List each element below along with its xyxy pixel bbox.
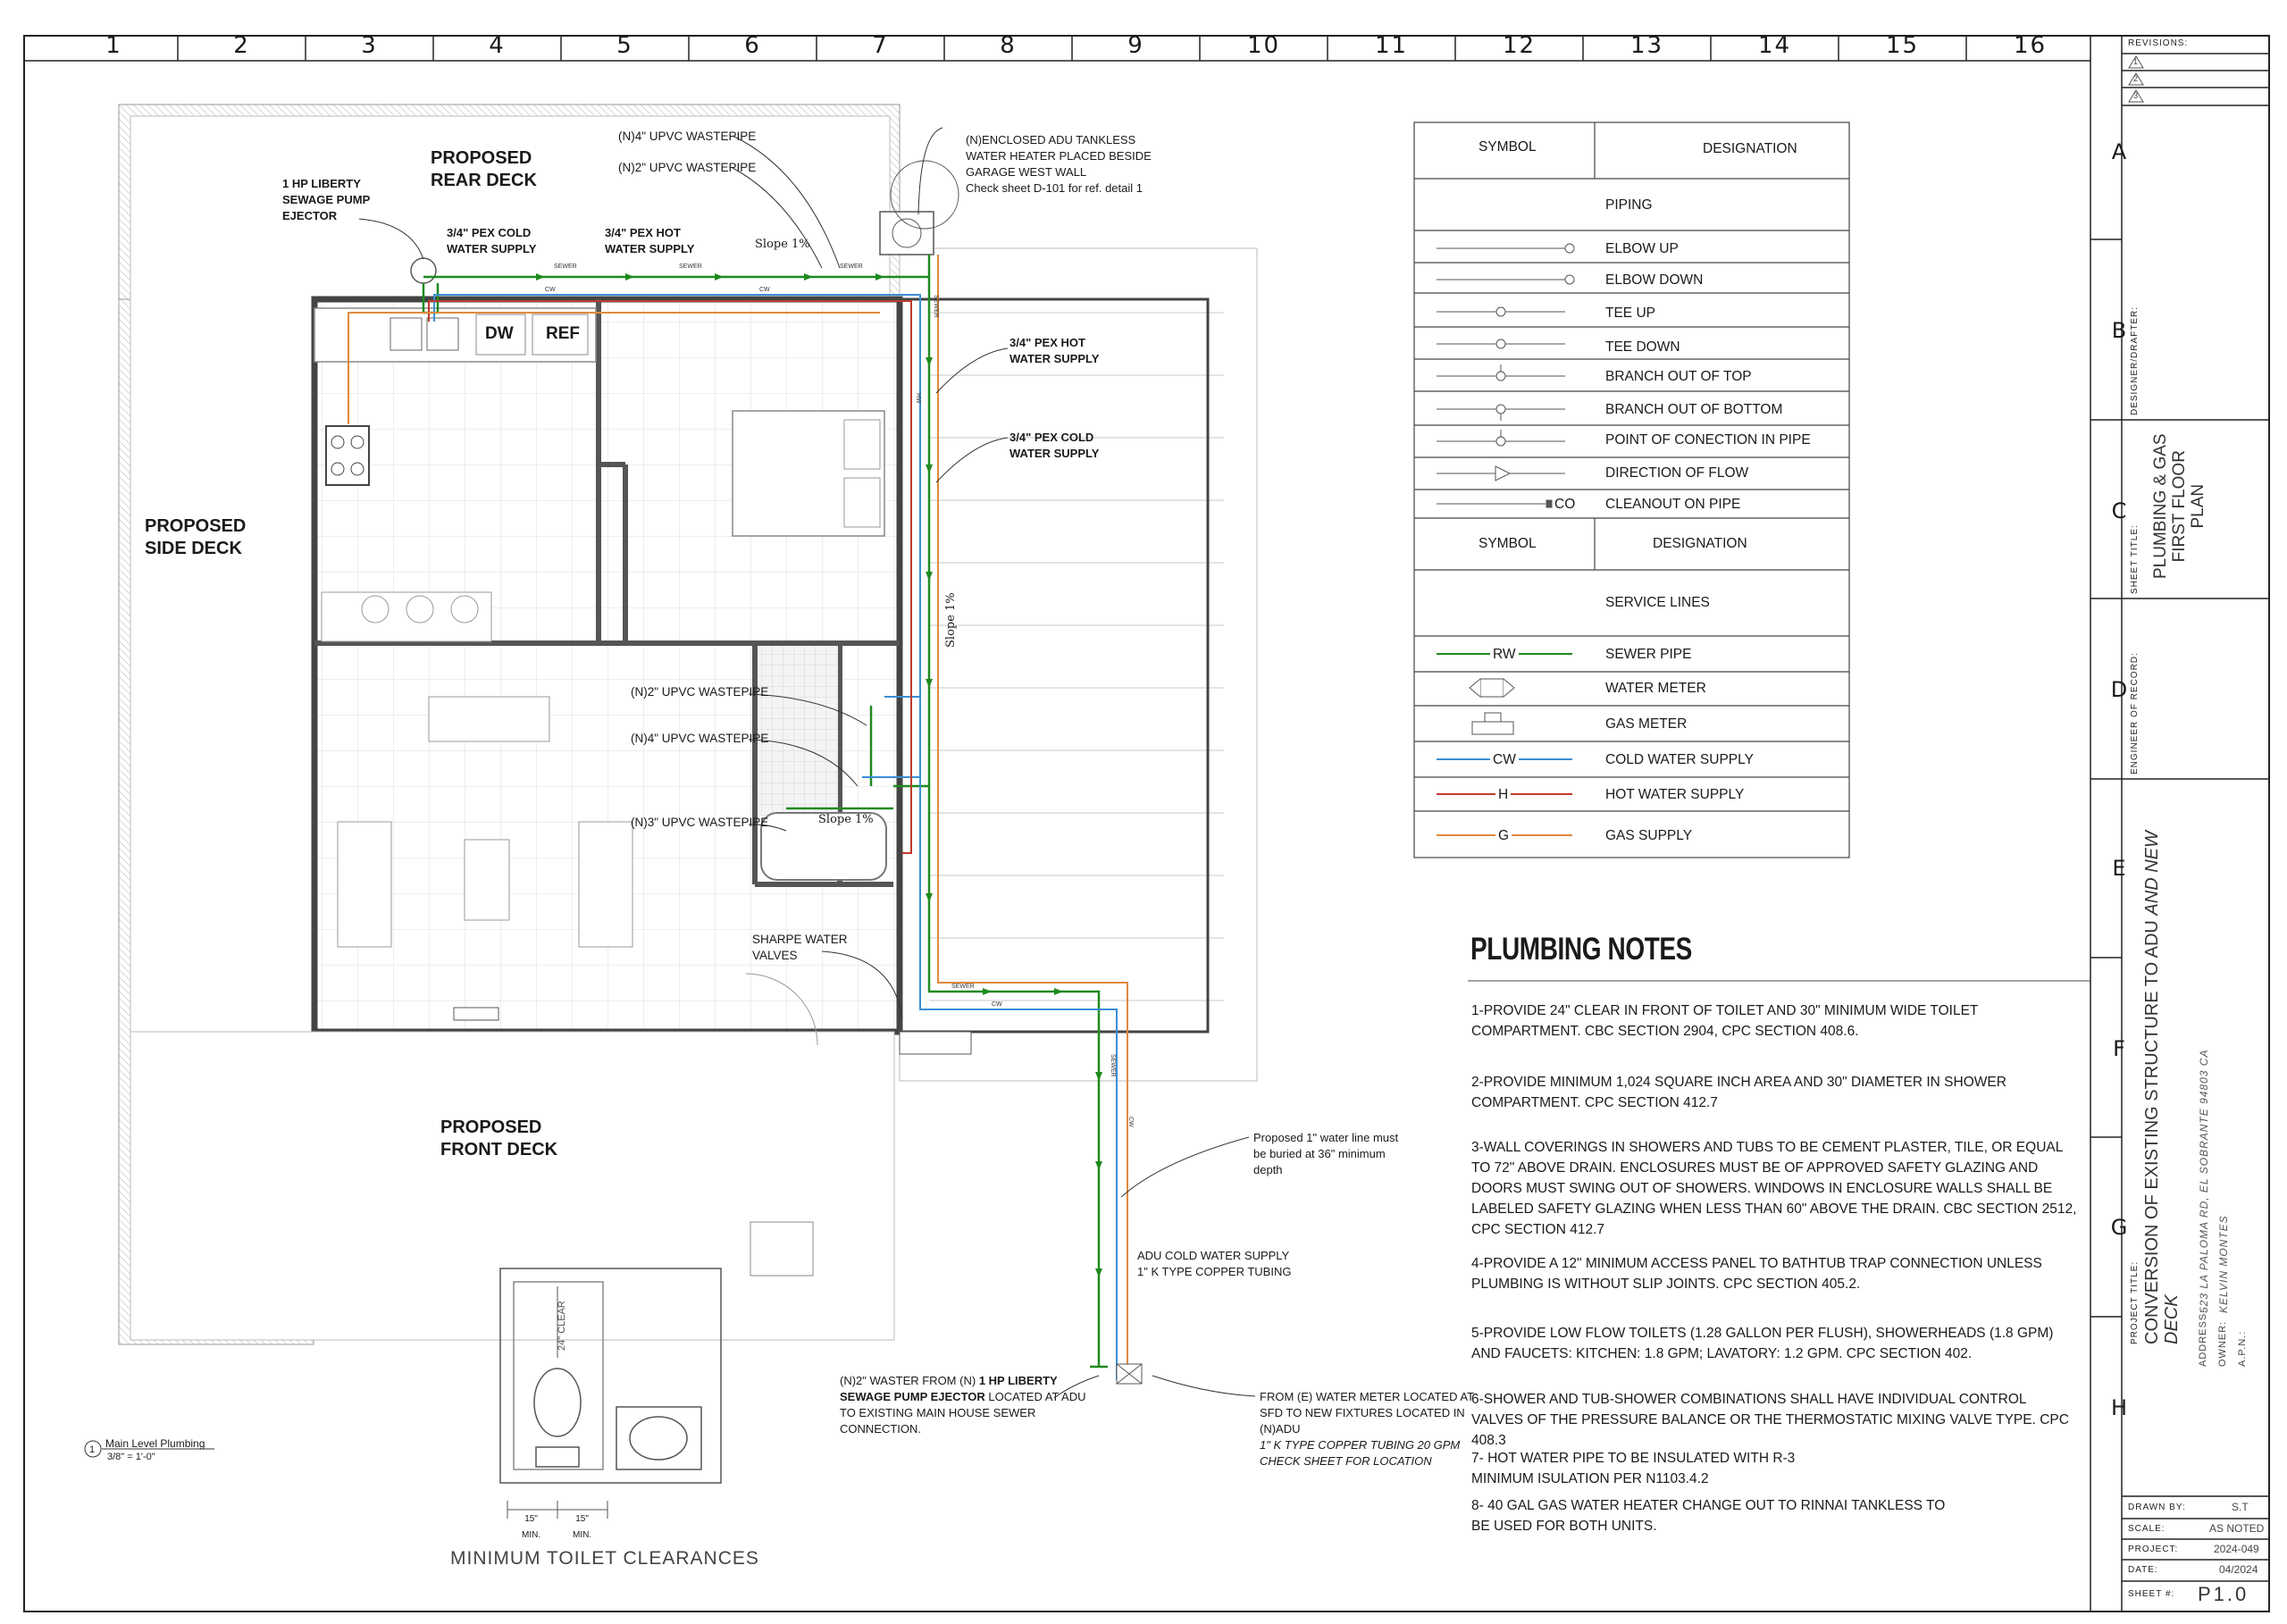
- water-line-depth-label: Proposed 1" water line must be buried at 36" minimum depth: [1253, 1131, 1399, 1176]
- pipe-tag: SEWER: [840, 264, 863, 270]
- fireplace-vent: [454, 1008, 498, 1020]
- side-deck-label: PROPOSED SIDE DECK: [145, 516, 247, 558]
- row-h: H: [2110, 1395, 2128, 1420]
- sink-left: [390, 318, 422, 350]
- revisions-label: REVISIONS:: [2128, 38, 2189, 48]
- address-value: 523 LA PALOMA RD, EL SOBRANTE 94803 CA: [2198, 1049, 2210, 1313]
- ref-label: REF: [546, 324, 580, 343]
- sofa-left: [338, 822, 391, 947]
- col-16: 16: [2013, 32, 2048, 59]
- legend-label-tee-up: TEE UP: [1605, 306, 1655, 321]
- view-title: Main Level Plumbing: [105, 1437, 205, 1450]
- coffee-table: [465, 840, 509, 920]
- drawn-by-value: S.T: [2232, 1501, 2249, 1513]
- scale-value: AS NOTED: [2209, 1522, 2265, 1535]
- legend-symbol-g: G: [1495, 828, 1512, 844]
- gas-meter-icon: [1472, 713, 1513, 734]
- pipe-tag: SEWER: [1110, 1054, 1116, 1077]
- row-b: B: [2111, 318, 2127, 343]
- view-scale: 3/8" = 1'-0": [107, 1452, 155, 1462]
- legend-label-tee-down: TEE DOWN: [1605, 339, 1680, 355]
- legend-section-piping: PIPING: [1605, 197, 1653, 213]
- pipe-tag: SEWER: [679, 264, 702, 270]
- drawn-by-label: DRAWN BY:: [2128, 1503, 2186, 1512]
- col-15: 15: [1885, 32, 1920, 59]
- branch-bottom-icon: [1496, 405, 1505, 414]
- dw-label: DW: [485, 324, 514, 343]
- row-a: A: [2111, 139, 2127, 164]
- col-2: 2: [233, 32, 250, 59]
- legend-symbol-co: CO: [1554, 497, 1576, 512]
- sheet-number-label: SHEET #:: [2128, 1589, 2175, 1599]
- project-title-italic: AND NEW: [2142, 831, 2162, 916]
- hot-supply-top-label: 3/4" PEX HOT WATER SUPPLY: [605, 226, 695, 255]
- legend-label-gas: GAS SUPPLY: [1605, 828, 1693, 843]
- sofa-right: [579, 822, 632, 947]
- wastepipe-4-top-label: (N)4" UPVC WASTEPIPE: [618, 130, 757, 143]
- pipe-tag: SEWER: [554, 264, 577, 270]
- col-6: 6: [744, 32, 761, 59]
- note-8: 8- 40 GAL GAS WATER HEATER CHANGE OUT TO RINNAI TANKLESS TO BE USED FOR BOTH UNITS.: [1471, 1498, 1946, 1534]
- water-heater-label: (N)ENCLOSED ADU TANKLESS WATER HEATER PLACED BESIDE GARAGE WEST WALL Check sheet D-101 for ref. detail 1: [966, 133, 1152, 195]
- clearance-15b-label: 15" MIN.: [573, 1514, 592, 1540]
- legend-symbol-cw: CW: [1490, 752, 1519, 768]
- pipe-tag: CW: [992, 1001, 1002, 1008]
- front-deck-label: PROPOSED FRONT DECK: [440, 1118, 558, 1159]
- row-g: G: [2110, 1215, 2128, 1240]
- view-number: 1: [89, 1444, 96, 1455]
- wastepipe-2-top-label: (N)2" UPVC WASTEPIPE: [618, 161, 757, 174]
- meter-note: FROM (E) WATER METER LOCATED AT SFD TO NEW FIXTURES LOCATED IN (N)ADU: [1260, 1390, 1475, 1436]
- note-5: 5-PROVIDE LOW FLOW TOILETS (1.28 GALLON PER FLUSH), SHOWERHEADS (1.8 GPM) AND FAUCETS: KITCHEN: 1.8 GPM; LAVATORY: 1.2 GPM. CPC SECTION 402.: [1471, 1326, 2054, 1361]
- clearance-15a-label: 15" MIN.: [522, 1514, 541, 1540]
- sewage-pump-label: 1 HP LIBERTY SEWAGE PUMP EJECTOR: [282, 177, 371, 222]
- pipe-tag: HW: [915, 393, 921, 404]
- note-7: 7- HOT WATER PIPE TO BE INSULATED WITH R-3 MINIMUM ISULATION PER N1103.4.2: [1471, 1451, 1796, 1486]
- meter-note-italic: 1" K TYPE COPPER TUBING 20 GPM CHECK SHEET FOR LOCATION: [1260, 1438, 1461, 1468]
- legend-label-elbow-down: ELBOW DOWN: [1605, 272, 1704, 288]
- range: [326, 426, 369, 485]
- toilet-icon: [534, 1369, 581, 1436]
- cold-supply-right-label: 3/4" PEX COLD WATER SUPPLY: [1009, 431, 1100, 460]
- slope-top-label: Slope 1%: [755, 238, 810, 251]
- slope-vertical-label: Slope 1%: [944, 592, 958, 648]
- toilet-clearance-title: MINIMUM TOILET CLEARANCES: [450, 1548, 759, 1569]
- row-grid: [2090, 36, 2122, 1611]
- pipe-tag: SEWER: [951, 984, 975, 990]
- owner-label: OWNER:: [2217, 1320, 2228, 1367]
- pipe-tag: CW: [759, 287, 770, 293]
- dining-table: [429, 697, 549, 741]
- flow-direction-icon: [1495, 466, 1510, 481]
- plumbing-notes-title: PLUMBING NOTES: [1470, 932, 1692, 967]
- legend-label-cold-water: COLD WATER SUPPLY: [1605, 752, 1754, 767]
- col-5: 5: [616, 32, 633, 59]
- project-title-c: DECK: [2162, 1294, 2182, 1344]
- waster-note-line-2: [840, 1389, 1085, 1405]
- sheet-title-label: SHEET TITLE:: [2130, 524, 2140, 594]
- revision-3: 3: [2133, 91, 2139, 100]
- row-f: F: [2113, 1036, 2125, 1061]
- date-value: 04/2024: [2219, 1563, 2258, 1576]
- revision-2: 2: [2133, 74, 2139, 83]
- waster-note-text-2: LOCATED AT ADU: [984, 1390, 1086, 1403]
- row-c: C: [2111, 498, 2127, 523]
- sheet-title: PLUMBING & GAS FIRST FLOOR PLAN: [2151, 433, 2207, 579]
- engineer-label: ENGINEER OF RECORD:: [2130, 652, 2140, 774]
- legend-label-hot-water: HOT WATER SUPPLY: [1605, 787, 1745, 802]
- waster-note-line-1: [840, 1373, 1058, 1389]
- legend-label-cleanout: CLEANOUT ON PIPE: [1605, 497, 1741, 512]
- project-title-label: PROJECT TITLE:: [2130, 1260, 2140, 1344]
- col-12: 12: [1502, 32, 1537, 59]
- rear-deck-label: PROPOSED REAR DECK: [431, 148, 537, 190]
- legend-header-symbol-2: SYMBOL: [1479, 536, 1537, 551]
- pipe-tag: SEWER: [933, 295, 939, 318]
- legend-label-elbow-up: ELBOW UP: [1605, 241, 1679, 256]
- front-deck-outline: [130, 1032, 894, 1340]
- legend-section-service: SERVICE LINES: [1605, 595, 1710, 610]
- right-deck-boards: [900, 248, 1257, 1081]
- kitchen-island: [322, 592, 491, 641]
- waster-note-text-1: (N)2" WASTER FROM (N): [840, 1374, 976, 1387]
- project-label: PROJECT:: [2128, 1544, 2179, 1554]
- legend-table: [1414, 122, 1849, 858]
- col-10: 10: [1246, 32, 1281, 59]
- note-6: 6-SHOWER AND TUB-SHOWER COMBINATIONS SHALL HAVE INDIVIDUAL CONTROL VALVES OF THE PRESSURE BALANCE OR THE THERMOSTATIC MIXING VALVE TYPE. CPC 408.3: [1471, 1392, 2069, 1448]
- row-e: E: [2112, 856, 2126, 881]
- wastepipe-2-mid-label: (N)2" UPVC WASTEPIPE: [631, 685, 769, 699]
- legend-symbol-rw: RW: [1490, 647, 1519, 663]
- col-11: 11: [1374, 32, 1409, 59]
- wastepipe-4-mid-label: (N)4" UPVC WASTEPIPE: [631, 732, 769, 745]
- project-title-text: CONVERSION OF EXISTING STRUCTURE TO ADU: [2142, 920, 2162, 1344]
- water-meter-icon: [1470, 679, 1514, 697]
- legend-label-gas-meter: GAS METER: [1605, 716, 1688, 732]
- legend-label-branch-top: BRANCH OUT OF TOP: [1605, 369, 1752, 384]
- note-4: 4-PROVIDE A 12" MINIMUM ACCESS PANEL TO BATHTUB TRAP CONNECTION UNLESS PLUMBING IS WITHOUT SLIP JOINTS. CPC SECTION 405.2.: [1471, 1256, 2042, 1292]
- col-1: 1: [105, 32, 122, 59]
- pipe-tag: CW: [1127, 1117, 1134, 1127]
- date-label: DATE:: [2128, 1565, 2158, 1575]
- elbow-up-icon: [1565, 244, 1574, 253]
- hot-supply-right-label: 3/4" PEX HOT WATER SUPPLY: [1009, 336, 1100, 365]
- col-9: 9: [1127, 32, 1144, 59]
- wastepipe-3-mid-label: (N)3" UPVC WASTEPIPE: [631, 816, 769, 829]
- note-3: 3-WALL COVERINGS IN SHOWERS AND TUBS TO BE CEMENT PLASTER, TILE, OR EQUAL TO 72" ABOVE DRAIN. ENCLOSURES MUST BE OF APPROVED SAFETY GLAZING AND DOORS MUST SWING OUT OF SHOWERS. WINDOWS IN ENCLOSURE WALLS SHALL BE LABELED SAFETY GLAZING WHEN LESS THAN 60" ABOVE THE DRAIN. CBC SECTION 2512, CPC SECTION 412.7: [1471, 1140, 2077, 1237]
- tee-up-icon: [1496, 307, 1505, 316]
- legend-label-water-meter: WATER METER: [1605, 681, 1706, 696]
- clearance-24-label: 24" CLEAR: [557, 1301, 567, 1351]
- legend-label-connection: POINT OF CONECTION IN PIPE: [1605, 432, 1811, 448]
- designer-label: DESIGNER/DRAFTER:: [2130, 306, 2140, 415]
- tee-down-icon: [1496, 339, 1505, 348]
- legend-symbol-h: H: [1495, 787, 1511, 803]
- legend-header-designation-2: DESIGNATION: [1653, 536, 1747, 551]
- note-1: 1-PROVIDE 24" CLEAR IN FRONT OF TOILET AND 30" MINIMUM WIDE TOILET COMPARTMENT. CBC SECTION 2904, CPC SECTION 408.6.: [1471, 1003, 1979, 1039]
- col-7: 7: [872, 32, 889, 59]
- elbow-down-icon: [1565, 275, 1574, 284]
- legend-label-flow: DIRECTION OF FLOW: [1605, 465, 1749, 481]
- revision-1: 1: [2133, 57, 2139, 66]
- pipe-tag: CW: [545, 287, 556, 293]
- sheet-number: P1.0: [2198, 1583, 2249, 1605]
- note-2: 2-PROVIDE MINIMUM 1,024 SQUARE INCH AREA AND 30" DIAMETER IN SHOWER COMPARTMENT. CPC SECTION 412.7: [1471, 1075, 2006, 1110]
- adu-cold-supply-label: ADU COLD WATER SUPPLY 1" K TYPE COPPER TUBING: [1137, 1249, 1292, 1278]
- connection-point-icon: [1496, 437, 1505, 446]
- col-3: 3: [361, 32, 378, 59]
- cleanout-icon: [1546, 500, 1552, 507]
- col-8: 8: [1000, 32, 1017, 59]
- address-label: ADDRESS:: [2198, 1309, 2208, 1367]
- sewage-pump-ejector: [411, 258, 436, 283]
- slope-mid-label: Slope 1%: [818, 813, 874, 826]
- apn-label: A.P.N.:: [2237, 1330, 2248, 1367]
- sink-right: [427, 318, 458, 350]
- col-14: 14: [1757, 32, 1792, 59]
- cold-supply-top-label: 3/4" PEX COLD WATER SUPPLY: [447, 226, 537, 255]
- legend-header-symbol: SYMBOL: [1479, 139, 1537, 155]
- col-13: 13: [1629, 32, 1664, 59]
- scale-label: SCALE:: [2128, 1524, 2166, 1534]
- legend-label-sewer: SEWER PIPE: [1605, 647, 1692, 662]
- legend-label-branch-bottom: BRANCH OUT OF BOTTOM: [1605, 402, 1783, 417]
- project-value: 2024-049: [2214, 1543, 2259, 1555]
- waster-note-bold-2: SEWAGE PUMP EJECTOR: [840, 1390, 985, 1403]
- branch-top-icon: [1496, 372, 1505, 381]
- shower-floor: [758, 646, 838, 816]
- waster-note-line-3: TO EXISTING MAIN HOUSE SEWER CONNECTION.: [840, 1406, 1036, 1436]
- legend-header-designation: DESIGNATION: [1703, 141, 1797, 156]
- owner-value: KELVIN MONTES: [2217, 1215, 2230, 1313]
- waster-note-bold-1: 1 HP LIBERTY: [978, 1374, 1058, 1387]
- project-title-a: [2142, 831, 2163, 1344]
- row-d: D: [2110, 677, 2128, 702]
- sharpe-valves-label: SHARPE WATER VALVES: [752, 933, 848, 962]
- col-4: 4: [489, 32, 506, 59]
